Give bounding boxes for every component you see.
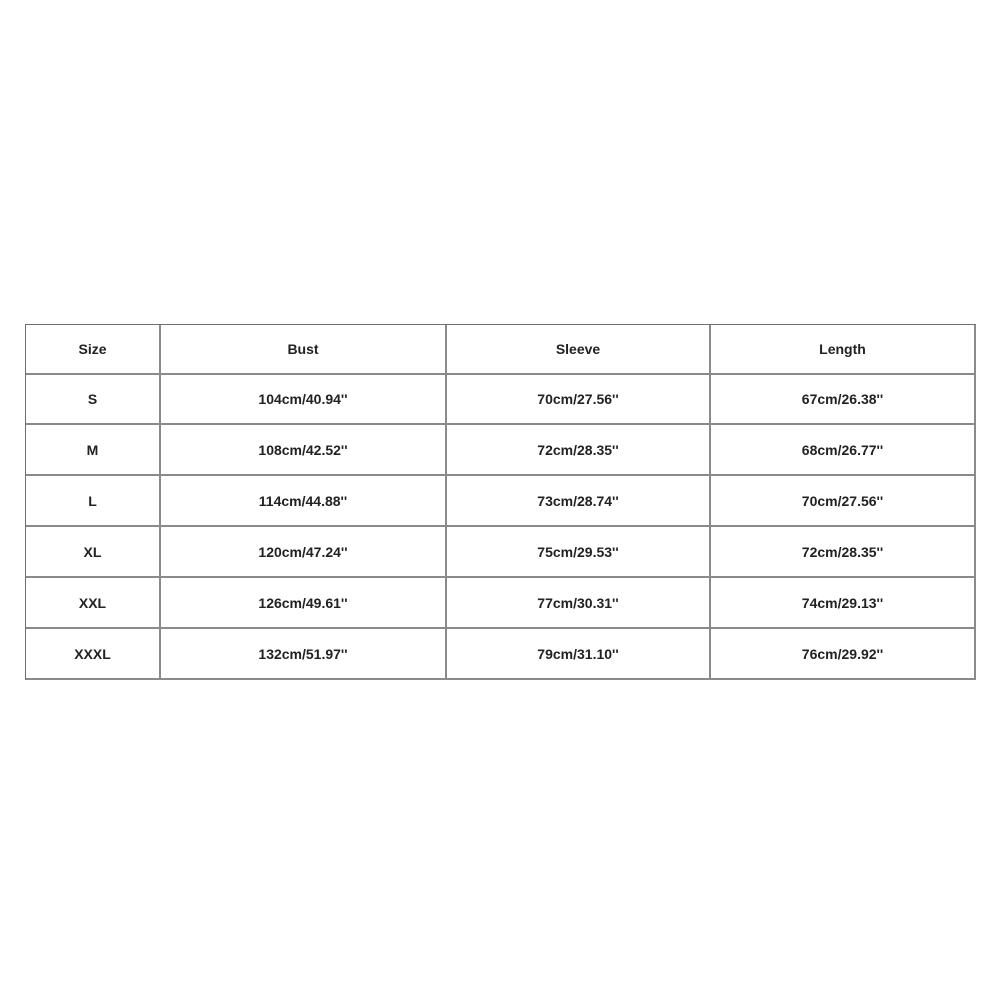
- cell-bust: 114cm/44.88'': [161, 476, 447, 527]
- table-row: [26, 578, 976, 629]
- cell-length: 74cm/29.13'': [711, 578, 976, 629]
- cell-length: 67cm/26.38'': [711, 375, 976, 425]
- size-chart-table: [25, 324, 976, 680]
- header-length: Length: [711, 325, 976, 375]
- cell-sleeve: 75cm/29.53'': [447, 527, 711, 578]
- cell-bust: 120cm/47.24'': [161, 527, 447, 578]
- cell-size: XXXL: [26, 629, 161, 680]
- cell-bust: 104cm/40.94'': [161, 375, 447, 425]
- cell-bust: 126cm/49.61'': [161, 578, 447, 629]
- cell-size: S: [26, 375, 161, 425]
- header-bust: Bust: [161, 325, 447, 375]
- table-row: [26, 629, 976, 680]
- cell-length: 76cm/29.92'': [711, 629, 976, 680]
- cell-size: XXL: [26, 578, 161, 629]
- cell-bust: 132cm/51.97'': [161, 629, 447, 680]
- cell-length: 68cm/26.77'': [711, 425, 976, 476]
- cell-length: 72cm/28.35'': [711, 527, 976, 578]
- cell-length: 70cm/27.56'': [711, 476, 976, 527]
- cell-size: XL: [26, 527, 161, 578]
- header-row: [26, 325, 976, 375]
- cell-sleeve: 77cm/30.31'': [447, 578, 711, 629]
- header-sleeve: Sleeve: [447, 325, 711, 375]
- cell-size: M: [26, 425, 161, 476]
- cell-sleeve: 73cm/28.74'': [447, 476, 711, 527]
- header-size: Size: [26, 325, 161, 375]
- cell-sleeve: 70cm/27.56'': [447, 375, 711, 425]
- cell-sleeve: 72cm/28.35'': [447, 425, 711, 476]
- cell-sleeve: 79cm/31.10'': [447, 629, 711, 680]
- table-row: [26, 425, 976, 476]
- table-row: [26, 375, 976, 425]
- table-row: [26, 527, 976, 578]
- table-row: [26, 476, 976, 527]
- cell-bust: 108cm/42.52'': [161, 425, 447, 476]
- cell-size: L: [26, 476, 161, 527]
